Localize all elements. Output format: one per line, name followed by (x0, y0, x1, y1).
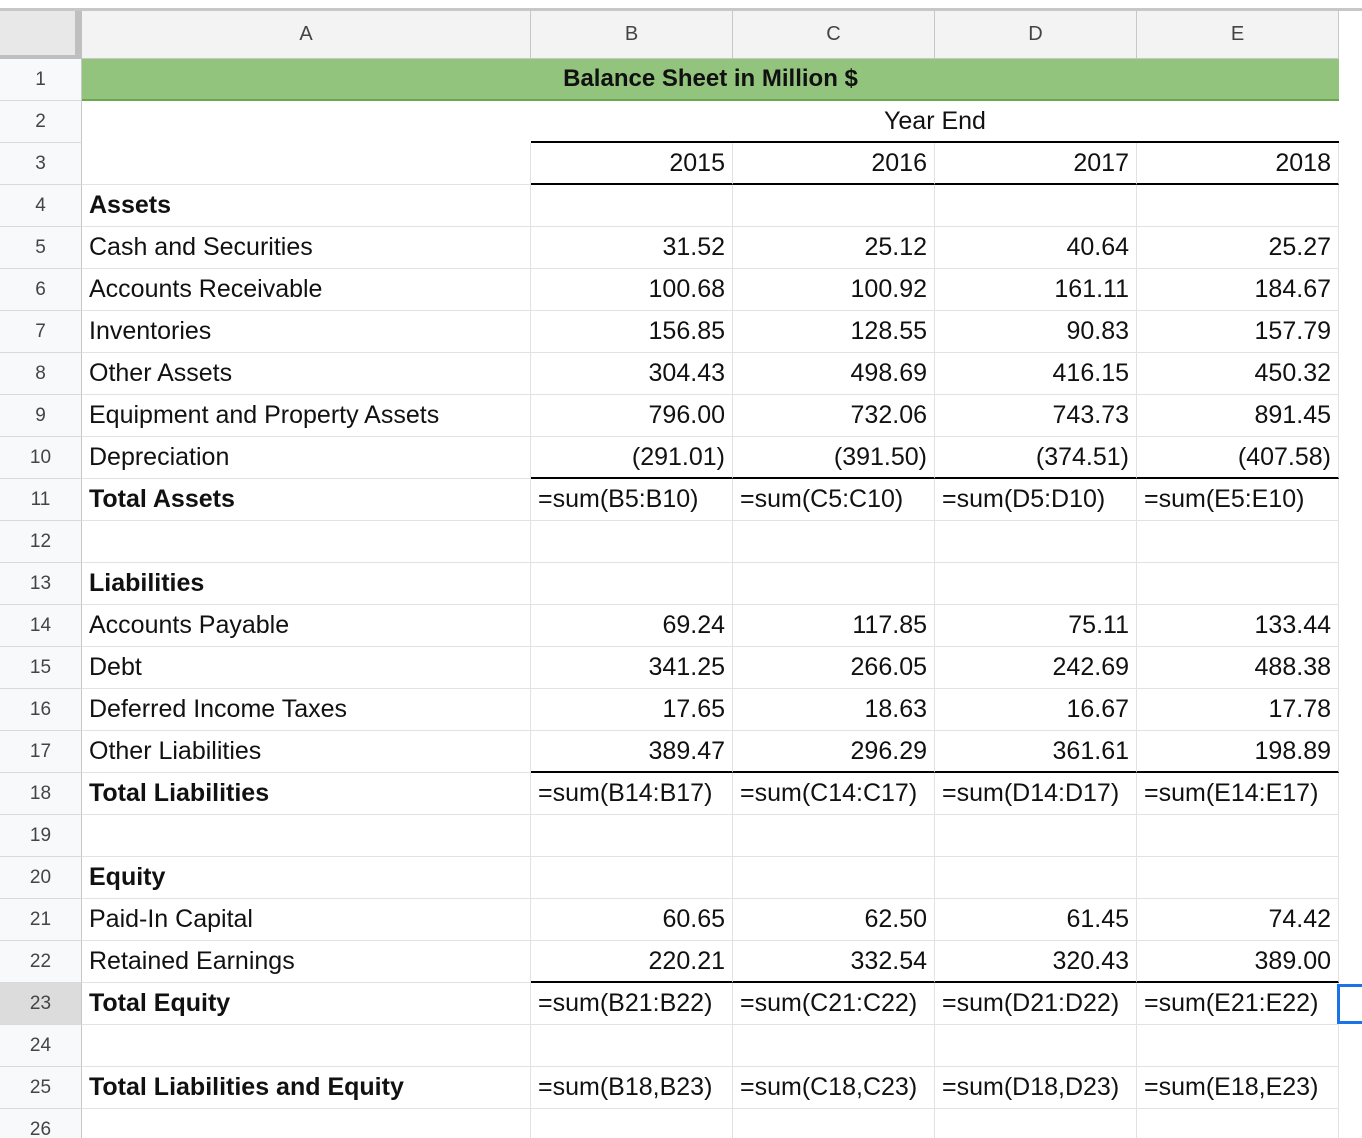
value-cell[interactable] (935, 1109, 1137, 1138)
cell-label[interactable] (82, 143, 531, 185)
year-header-cell[interactable]: 2018 (1137, 143, 1339, 185)
row-header[interactable]: 23 (0, 983, 82, 1025)
value-cell[interactable]: 75.11 (935, 605, 1137, 647)
value-cell[interactable]: 320.43 (935, 941, 1137, 983)
year-header-cell[interactable]: 2016 (733, 143, 935, 185)
row-header[interactable]: 21 (0, 899, 82, 941)
value-cell[interactable]: 157.79 (1137, 311, 1339, 353)
section-label-cell[interactable]: Total Assets (82, 479, 531, 521)
value-cell[interactable] (531, 857, 733, 899)
value-cell[interactable] (1137, 1025, 1339, 1067)
value-cell[interactable]: (291.01) (531, 437, 733, 479)
row-label-cell[interactable]: Paid-In Capital (82, 899, 531, 941)
value-cell[interactable] (531, 185, 733, 227)
value-cell[interactable]: 31.52 (531, 227, 733, 269)
value-cell[interactable]: 389.00 (1137, 941, 1339, 983)
formula-cell[interactable]: =sum(D5:D10) (935, 479, 1137, 521)
value-cell[interactable]: 341.25 (531, 647, 733, 689)
row-label-cell[interactable]: Retained Earnings (82, 941, 531, 983)
column-header-d[interactable]: D (935, 11, 1137, 59)
value-cell[interactable]: 60.65 (531, 899, 733, 941)
column-header-e[interactable]: E (1137, 11, 1339, 59)
toolbar-edge (0, 0, 1362, 11)
row-header[interactable]: 20 (0, 857, 82, 899)
formula-cell[interactable]: =sum(C14:C17) (733, 773, 935, 815)
value-cell[interactable]: 304.43 (531, 353, 733, 395)
formula-cell[interactable]: =sum(D14:D17) (935, 773, 1137, 815)
value-cell[interactable]: 16.67 (935, 689, 1137, 731)
value-cell[interactable]: 416.15 (935, 353, 1137, 395)
value-cell[interactable]: 18.63 (733, 689, 935, 731)
value-cell[interactable] (1137, 857, 1339, 899)
row-label-cell[interactable] (82, 1109, 531, 1138)
value-cell[interactable] (733, 857, 935, 899)
section-label-cell[interactable]: Total Equity (82, 983, 531, 1025)
formula-cell[interactable]: =sum(E14:E17) (1137, 773, 1339, 815)
row-header[interactable]: 11 (0, 479, 82, 521)
value-cell[interactable]: 128.55 (733, 311, 935, 353)
value-cell[interactable] (733, 563, 935, 605)
value-cell[interactable]: 62.50 (733, 899, 935, 941)
value-cell[interactable]: 450.32 (1137, 353, 1339, 395)
row-label-cell[interactable]: Equipment and Property Assets (82, 395, 531, 437)
section-label-cell[interactable]: Assets (82, 185, 531, 227)
value-cell[interactable]: 133.44 (1137, 605, 1339, 647)
value-cell[interactable] (1137, 563, 1339, 605)
value-cell[interactable] (935, 185, 1137, 227)
row-header[interactable]: 8 (0, 353, 82, 395)
value-cell[interactable]: 17.65 (531, 689, 733, 731)
row-label-cell[interactable]: Debt (82, 647, 531, 689)
value-cell[interactable]: 100.92 (733, 269, 935, 311)
value-cell[interactable] (935, 521, 1137, 563)
row-label-cell[interactable]: Accounts Receivable (82, 269, 531, 311)
row-label-cell[interactable]: Cash and Securities (82, 227, 531, 269)
value-cell[interactable]: 156.85 (531, 311, 733, 353)
column-header-b[interactable]: B (531, 11, 733, 59)
formula-cell[interactable]: =sum(E5:E10) (1137, 479, 1339, 521)
value-cell[interactable] (935, 1025, 1137, 1067)
value-cell[interactable] (1137, 815, 1339, 857)
value-cell[interactable] (935, 815, 1137, 857)
value-cell[interactable]: 117.85 (733, 605, 935, 647)
value-cell[interactable]: 100.68 (531, 269, 733, 311)
row-header[interactable]: 1 (0, 59, 82, 101)
value-cell[interactable]: 220.21 (531, 941, 733, 983)
value-cell[interactable]: 498.69 (733, 353, 935, 395)
column-header-c[interactable]: C (733, 11, 935, 59)
value-cell[interactable] (531, 1109, 733, 1138)
value-cell[interactable]: 796.00 (531, 395, 733, 437)
formula-cell[interactable]: =sum(B5:B10) (531, 479, 733, 521)
value-cell[interactable]: 332.54 (733, 941, 935, 983)
row-label-cell[interactable]: Deferred Income Taxes (82, 689, 531, 731)
section-label-cell[interactable]: Liabilities (82, 563, 531, 605)
formula-cell[interactable]: =sum(E18,E23) (1137, 1067, 1339, 1109)
value-cell[interactable]: 74.42 (1137, 899, 1339, 941)
value-cell[interactable] (1137, 521, 1339, 563)
value-cell[interactable]: 90.83 (935, 311, 1137, 353)
value-cell[interactable] (733, 1109, 935, 1138)
value-cell[interactable] (733, 815, 935, 857)
row-header[interactable]: 13 (0, 563, 82, 605)
section-label-cell[interactable]: Equity (82, 857, 531, 899)
row-label-cell[interactable]: Inventories (82, 311, 531, 353)
column-header-a[interactable]: A (82, 11, 531, 59)
row-header[interactable]: 3 (0, 143, 82, 185)
row-label-cell[interactable] (82, 815, 531, 857)
row-header[interactable]: 5 (0, 227, 82, 269)
row-header[interactable]: 12 (0, 521, 82, 563)
formula-cell[interactable]: =sum(B21:B22) (531, 983, 733, 1025)
section-label-cell[interactable]: Total Liabilities (82, 773, 531, 815)
row-header[interactable]: 15 (0, 647, 82, 689)
selected-cell-highlight (1337, 984, 1362, 1024)
value-cell[interactable] (935, 563, 1137, 605)
row-label-cell[interactable] (82, 1025, 531, 1067)
year-header-cell[interactable]: 2017 (935, 143, 1137, 185)
section-label-cell[interactable]: Total Liabilities and Equity (82, 1067, 531, 1109)
value-cell[interactable] (531, 521, 733, 563)
value-cell[interactable]: 69.24 (531, 605, 733, 647)
value-cell[interactable] (531, 815, 733, 857)
value-cell[interactable]: 732.06 (733, 395, 935, 437)
value-cell[interactable]: 40.64 (935, 227, 1137, 269)
value-cell[interactable]: 161.11 (935, 269, 1137, 311)
value-cell[interactable]: 266.05 (733, 647, 935, 689)
value-cell[interactable] (1137, 185, 1339, 227)
formula-cell[interactable]: =sum(D18,D23) (935, 1067, 1137, 1109)
row-header[interactable]: 17 (0, 731, 82, 773)
row-header[interactable]: 9 (0, 395, 82, 437)
value-cell[interactable]: 743.73 (935, 395, 1137, 437)
row-header[interactable]: 2 (0, 101, 82, 143)
row-header[interactable]: 24 (0, 1025, 82, 1067)
value-cell[interactable]: 184.67 (1137, 269, 1339, 311)
value-cell[interactable] (733, 1025, 935, 1067)
sheet-title-cell[interactable]: Balance Sheet in Million $ (82, 59, 1339, 101)
row-header[interactable]: 19 (0, 815, 82, 857)
value-cell[interactable]: 25.27 (1137, 227, 1339, 269)
value-cell[interactable]: 198.89 (1137, 731, 1339, 773)
value-cell[interactable]: 361.61 (935, 731, 1137, 773)
value-cell[interactable]: 242.69 (935, 647, 1137, 689)
value-cell[interactable] (1137, 1109, 1339, 1138)
row-label-cell[interactable]: Other Liabilities (82, 731, 531, 773)
select-all-corner[interactable] (0, 11, 82, 59)
year-header-cell[interactable]: 2015 (531, 143, 733, 185)
formula-cell[interactable]: =sum(B14:B17) (531, 773, 733, 815)
value-cell[interactable]: (374.51) (935, 437, 1137, 479)
formula-cell[interactable]: =sum(B18,B23) (531, 1067, 733, 1109)
value-cell[interactable]: 61.45 (935, 899, 1137, 941)
row-header[interactable]: 16 (0, 689, 82, 731)
formula-cell[interactable]: =sum(C18,C23) (733, 1067, 935, 1109)
value-cell[interactable] (935, 857, 1137, 899)
row-header[interactable]: 26 (0, 1109, 82, 1138)
value-cell[interactable]: 17.78 (1137, 689, 1339, 731)
formula-cell[interactable]: =sum(C21:C22) (733, 983, 935, 1025)
value-cell[interactable] (531, 563, 733, 605)
row-header[interactable]: 6 (0, 269, 82, 311)
row-header[interactable]: 22 (0, 941, 82, 983)
formula-cell[interactable]: =sum(C5:C10) (733, 479, 935, 521)
row-header[interactable]: 4 (0, 185, 82, 227)
year-end-header[interactable]: Year End (531, 101, 1339, 143)
value-cell[interactable]: 891.45 (1137, 395, 1339, 437)
row-header[interactable]: 18 (0, 773, 82, 815)
value-cell[interactable]: (407.58) (1137, 437, 1339, 479)
row-label-cell[interactable] (82, 521, 531, 563)
row-label-cell[interactable]: Accounts Payable (82, 605, 531, 647)
row-label-cell[interactable]: Depreciation (82, 437, 531, 479)
value-cell[interactable]: 25.12 (733, 227, 935, 269)
value-cell[interactable] (733, 521, 935, 563)
row-label-cell[interactable]: Other Assets (82, 353, 531, 395)
value-cell[interactable] (531, 1025, 733, 1067)
formula-cell[interactable]: =sum(E21:E22) (1137, 983, 1339, 1025)
value-cell[interactable]: (391.50) (733, 437, 935, 479)
formula-cell[interactable]: =sum(D21:D22) (935, 983, 1137, 1025)
value-cell[interactable]: 296.29 (733, 731, 935, 773)
value-cell[interactable]: 389.47 (531, 731, 733, 773)
row-header[interactable]: 10 (0, 437, 82, 479)
row-header[interactable]: 14 (0, 605, 82, 647)
value-cell[interactable] (733, 185, 935, 227)
row-header[interactable]: 25 (0, 1067, 82, 1109)
row-header[interactable]: 7 (0, 311, 82, 353)
value-cell[interactable]: 488.38 (1137, 647, 1339, 689)
